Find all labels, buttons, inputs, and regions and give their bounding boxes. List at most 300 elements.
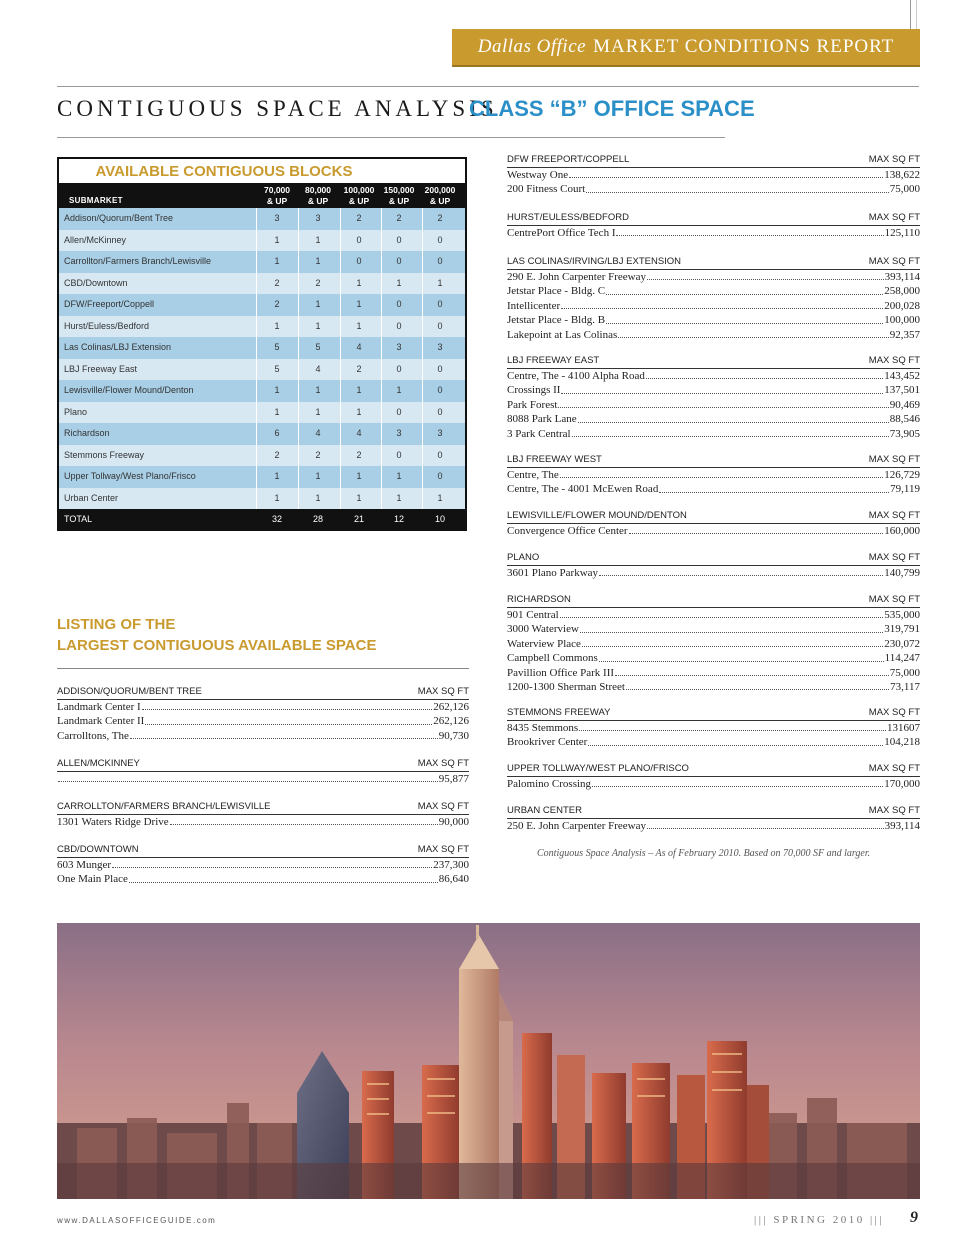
property-name: 8088 Park Lane	[507, 413, 577, 426]
cell-value: 0	[396, 363, 402, 374]
max-sqft-value: 92,357	[889, 328, 920, 341]
cell-value: 0	[437, 449, 443, 460]
max-sqft-value: 125,110	[884, 227, 920, 239]
listing-section	[57, 686, 469, 743]
list-item	[57, 729, 469, 743]
table-row	[59, 488, 465, 510]
property-name: Convergence Office Center	[507, 525, 628, 537]
max-sqft-value: 88,546	[889, 413, 920, 426]
cell-value: 1	[315, 471, 321, 481]
dot-leader	[582, 637, 883, 647]
top-divider	[57, 86, 919, 87]
property-name: Campbell Commons	[507, 652, 598, 665]
section-header	[57, 801, 469, 815]
cell-value: 4	[356, 428, 362, 438]
section-name: HURST/EULESS/BEDFORD	[507, 212, 629, 223]
listing-section	[507, 805, 920, 833]
cell-value: 1	[315, 492, 321, 503]
dot-leader	[170, 815, 438, 825]
property-name: 3000 Waterview	[507, 623, 579, 636]
submarket-name: Upper Tollway/West Plano/Frisco	[64, 471, 196, 481]
max-sqft-label: MAX SQ FT	[868, 763, 920, 774]
section-header	[507, 212, 920, 226]
max-sqft-label: MAX SQ FT	[417, 758, 469, 769]
listing-section	[507, 763, 920, 791]
list-item	[507, 651, 920, 665]
cell-value: 1	[274, 406, 280, 417]
property-name: 3 Park Central	[507, 427, 571, 440]
page-number: 9	[910, 1209, 918, 1226]
cell-value: 0	[396, 256, 402, 266]
dot-leader	[579, 721, 886, 731]
cell-value: 3	[396, 428, 402, 438]
max-sqft-value: 126,729	[884, 469, 920, 481]
max-sqft-label: MAX SQ FT	[868, 454, 920, 465]
column-header-top: 200,000	[424, 185, 456, 195]
cell-value: 5	[315, 342, 321, 352]
dot-leader	[58, 772, 438, 782]
property-name: Landmark Center I	[57, 701, 141, 713]
footer-url[interactable]: www.DALLASOFFICEGUIDE.com	[57, 1216, 217, 1225]
cell-value: 1	[396, 277, 402, 288]
table-row	[59, 337, 465, 359]
property-name: 901 Central	[507, 609, 559, 621]
list-item	[507, 566, 920, 580]
cell-value: 1	[274, 385, 280, 395]
section-header	[507, 594, 920, 608]
cell-value: 1	[315, 256, 321, 266]
submarket-name: TOTAL	[64, 514, 93, 524]
property-name: Brookriver Center	[507, 736, 588, 749]
list-item	[507, 168, 920, 182]
submarket-name: Hurst/Euless/Bedford	[64, 320, 150, 331]
banner-caps: MARKET CONDITIONS REPORT	[593, 36, 895, 57]
column-header-top: 100,000	[343, 185, 375, 195]
cell-value: 0	[396, 449, 402, 460]
cell-value: 4	[356, 342, 362, 352]
dot-leader	[142, 700, 433, 710]
max-sqft-value: 114,247	[884, 652, 920, 665]
list-item	[507, 328, 920, 342]
cell-value: 2	[274, 449, 280, 460]
property-name: CentrePort Office Tech I	[507, 227, 616, 239]
page-subtitle: CLASS “B” OFFICE SPACE	[469, 96, 755, 121]
blocks-table-title: AVAILABLE CONTIGUOUS BLOCKS	[95, 163, 353, 180]
dot-leader	[606, 284, 883, 294]
max-sqft-value: 73,905	[889, 427, 920, 440]
cell-value: 2	[274, 277, 280, 288]
dot-leader	[647, 270, 884, 280]
property-name: Jetstar Place - Bldg. B	[507, 314, 606, 327]
table-row	[59, 251, 465, 273]
column-header-top: 80,000	[305, 185, 331, 195]
dallas-skyline-photo	[57, 923, 920, 1199]
list-item	[507, 369, 920, 383]
max-sqft-value: 393,114	[884, 271, 920, 283]
property-name: Palomino Crossing	[507, 778, 592, 790]
list-item	[507, 313, 920, 327]
listing-section	[507, 454, 920, 497]
max-sqft-value: 79,119	[890, 483, 920, 496]
list-item	[507, 182, 920, 196]
cell-value: 1	[396, 492, 402, 503]
table-row	[59, 294, 465, 316]
list-item	[57, 815, 469, 829]
column-header-bottom: & UP	[307, 196, 329, 206]
max-sqft-value: 160,000	[884, 525, 920, 537]
cell-value: 1	[315, 406, 321, 417]
list-item	[507, 270, 920, 284]
dot-leader	[569, 168, 883, 178]
banner-italic: Dallas Office	[477, 36, 587, 57]
listing-section	[507, 355, 920, 441]
max-sqft-label: MAX SQ FT	[868, 707, 920, 718]
max-sqft-value: 140,799	[884, 567, 920, 579]
listing-section	[507, 552, 920, 580]
listing-divider	[57, 668, 469, 669]
submarket-name: Richardson	[64, 428, 110, 438]
max-sqft-value: 95,877	[438, 773, 469, 785]
column-header-bottom: & UP	[429, 196, 451, 206]
cell-value: 5	[274, 342, 280, 352]
list-item	[507, 622, 920, 636]
max-sqft-label: MAX SQ FT	[868, 594, 920, 605]
listing-section	[507, 212, 920, 240]
listing-section	[507, 154, 920, 197]
dot-leader	[560, 608, 884, 618]
cell-value: 2	[356, 449, 362, 460]
cell-value: 1	[315, 299, 321, 309]
submarket-name: Stemmons Freeway	[64, 449, 145, 460]
list-item	[507, 819, 920, 833]
section-header	[507, 552, 920, 566]
cell-value: 0	[437, 299, 443, 309]
max-sqft-label: MAX SQ FT	[417, 686, 469, 697]
cell-value: 1	[356, 320, 362, 331]
section-header	[507, 355, 920, 369]
dot-leader	[629, 524, 884, 534]
submarket-name: CBD/Downtown	[64, 277, 128, 288]
listing-section	[57, 844, 469, 887]
cell-value: 0	[396, 234, 402, 245]
max-sqft-value: 137,501	[884, 384, 920, 397]
section-name: PLANO	[507, 552, 540, 563]
table-row	[59, 402, 465, 424]
list-item	[507, 468, 920, 482]
section-header	[507, 154, 920, 168]
header-rule-light	[916, 0, 917, 30]
listing-section	[507, 256, 920, 342]
dot-leader	[646, 369, 883, 379]
cell-value: 0	[437, 234, 443, 245]
list-item	[507, 398, 920, 412]
cell-value: 0	[437, 363, 443, 374]
cell-value: 1	[356, 492, 362, 503]
column-header-bottom: & UP	[348, 196, 370, 206]
property-name: 290 E. John Carpenter Freeway	[507, 271, 646, 283]
table-row	[59, 380, 465, 402]
section-name: UPPER TOLLWAY/WEST PLANO/FRISCO	[507, 763, 689, 774]
list-item	[507, 383, 920, 397]
contiguous-blocks-table	[57, 157, 467, 531]
column-header	[298, 185, 338, 207]
table-row	[59, 359, 465, 381]
cell-value: 3	[315, 213, 321, 223]
listing-section	[507, 510, 920, 538]
property-name: Waterview Place	[507, 637, 581, 650]
cell-value: 1	[274, 234, 280, 245]
cell-value: 21	[353, 514, 364, 524]
section-name: LBJ FREEWAY WEST	[507, 454, 602, 465]
property-name: 1200-1300 Sherman Street	[507, 680, 625, 693]
section-name: ALLEN/MCKINNEY	[57, 758, 140, 769]
submarket-name: Lewisville/Flower Mound/Denton	[64, 385, 194, 395]
property-name: Park Forest	[507, 398, 558, 411]
property-name: Westway One	[507, 169, 569, 181]
cell-value: 2	[274, 299, 280, 309]
table-row	[59, 230, 465, 252]
max-sqft-value: 237,300	[433, 859, 469, 871]
property-name: Jetstar Place - Bldg. C	[507, 285, 606, 298]
submarket-name: LBJ Freeway East	[64, 363, 138, 374]
max-sqft-value: 200,028	[884, 299, 920, 312]
list-item	[507, 482, 920, 496]
dot-leader	[130, 729, 438, 739]
footer-issue: ||| SPRING 2010 |||	[754, 1214, 885, 1226]
column-header	[339, 185, 379, 207]
list-item	[507, 299, 920, 313]
dot-leader	[588, 735, 883, 745]
dot-leader	[659, 482, 889, 492]
cell-value: 2	[356, 213, 362, 223]
cell-value: 4	[315, 428, 321, 438]
cell-value: 28	[312, 514, 323, 524]
column-header-bottom: & UP	[388, 196, 410, 206]
listing-heading-line2: LARGEST CONTIGUOUS AVAILABLE SPACE	[57, 637, 377, 654]
cell-value: 3	[437, 428, 443, 438]
max-sqft-value: 143,452	[884, 370, 920, 382]
list-item	[507, 637, 920, 651]
section-name: LBJ FREEWAY EAST	[507, 355, 600, 366]
submarket-name: DFW/Freeport/Coppell	[64, 299, 155, 309]
dot-leader	[572, 427, 889, 437]
cell-value: 2	[315, 277, 321, 288]
footnote: Contiguous Space Analysis – As of February 2010. Based on 70,000 SF and larger.	[537, 848, 871, 859]
property-name: 1301 Waters Ridge Drive	[57, 816, 169, 828]
list-item	[507, 721, 920, 735]
cell-value: 1	[315, 320, 321, 331]
cell-value: 0	[396, 406, 402, 417]
cell-value: 3	[437, 342, 443, 352]
dot-leader	[606, 313, 883, 323]
section-name: LAS COLINAS/IRVING/LBJ EXTENSION	[507, 256, 682, 267]
cell-value: 2	[356, 363, 362, 374]
submarket-name: Urban Center	[64, 492, 119, 503]
list-item	[507, 412, 920, 426]
section-name: LEWISVILLE/FLOWER MOUND/DENTON	[507, 510, 687, 521]
property-name: Centre, The - 4100 Alpha Road	[507, 370, 645, 382]
table-row	[59, 445, 465, 467]
cell-value: 3	[396, 342, 402, 352]
dot-leader	[618, 328, 888, 338]
cell-value: 1	[315, 234, 321, 245]
list-item	[57, 700, 469, 714]
max-sqft-value: 131607	[887, 722, 920, 734]
max-sqft-label: MAX SQ FT	[868, 355, 920, 366]
list-item	[507, 427, 920, 441]
dot-leader	[616, 226, 883, 236]
title-divider	[57, 137, 725, 138]
list-item	[507, 608, 920, 622]
dot-leader	[599, 651, 884, 661]
cell-value: 0	[437, 320, 443, 331]
property-name: Carrolltons, The	[57, 729, 129, 742]
section-header	[507, 454, 920, 468]
max-sqft-value: 319,791	[884, 623, 920, 636]
cell-value: 0	[437, 406, 443, 417]
max-sqft-value: 86,640	[438, 873, 469, 886]
listing-section	[507, 594, 920, 694]
dot-leader	[626, 680, 889, 690]
listing-heading	[57, 614, 376, 656]
cell-value: 10	[434, 514, 445, 524]
property-name: 200 Fitness Court	[507, 183, 586, 196]
cell-value: 1	[274, 256, 280, 266]
section-name: CARROLLTON/FARMERS BRANCH/LEWISVILLE	[57, 801, 271, 812]
list-item	[507, 284, 920, 298]
report-banner	[452, 29, 920, 67]
property-name: Landmark Center II	[57, 715, 145, 728]
cell-value: 0	[356, 256, 362, 266]
dot-leader	[112, 858, 432, 868]
dot-leader	[561, 383, 883, 393]
cell-value: 1	[396, 471, 402, 481]
property-name: 3601 Plano Parkway	[507, 567, 599, 579]
cell-value: 4	[315, 363, 321, 374]
list-item	[507, 680, 920, 694]
column-header	[420, 185, 460, 207]
dot-leader	[599, 566, 883, 576]
cell-value: 2	[396, 213, 402, 223]
cell-value: 2	[437, 213, 443, 223]
cell-value: 1	[356, 471, 362, 481]
property-name: Lakepoint at Las Colinas	[507, 328, 618, 341]
page-title: CONTIGUOUS SPACE ANALYSIS	[57, 96, 498, 121]
dot-leader	[558, 398, 888, 408]
section-header	[57, 758, 469, 772]
max-sqft-label: MAX SQ FT	[868, 552, 920, 563]
cell-value: 5	[274, 363, 280, 374]
max-sqft-value: 258,000	[884, 285, 920, 298]
max-sqft-value: 262,126	[433, 701, 469, 713]
max-sqft-value: 170,000	[884, 778, 920, 790]
submarket-header: SUBMARKET	[69, 196, 123, 205]
list-item	[507, 735, 920, 749]
section-header	[507, 763, 920, 777]
blocks-table-header	[59, 183, 465, 208]
max-sqft-value: 90,730	[438, 729, 469, 742]
dot-leader	[578, 412, 889, 422]
section-header	[507, 805, 920, 819]
cell-value: 0	[437, 471, 443, 481]
cell-value: 1	[437, 492, 443, 503]
cell-value: 1	[274, 320, 280, 331]
section-name: ADDISON/QUORUM/BENT TREE	[57, 686, 202, 697]
cell-value: 1	[356, 299, 362, 309]
table-row	[59, 208, 465, 230]
cell-value: 0	[437, 385, 443, 395]
section-header	[57, 686, 469, 700]
section-name: STEMMONS FREEWAY	[507, 707, 611, 718]
list-item	[57, 858, 469, 872]
max-sqft-value: 100,000	[884, 314, 920, 327]
total-row	[59, 509, 465, 531]
list-item	[507, 226, 920, 240]
cell-value: 0	[396, 299, 402, 309]
cell-value: 1	[274, 492, 280, 503]
property-name: 603 Munger	[57, 859, 112, 871]
listing-section	[57, 758, 469, 786]
cell-value: 1	[356, 406, 362, 417]
submarket-name: Las Colinas/LBJ Extension	[64, 342, 172, 352]
list-item	[507, 524, 920, 538]
dot-leader	[129, 872, 438, 882]
column-header	[257, 185, 297, 207]
max-sqft-value: 90,469	[889, 398, 920, 411]
submarket-name: Carrollton/Farmers Branch/Lewisville	[64, 256, 212, 266]
property-name: Centre, The - 4001 McEwen Road	[507, 483, 659, 496]
max-sqft-value: 393,114	[884, 820, 920, 832]
dot-leader	[592, 777, 883, 787]
listing-section	[57, 801, 469, 829]
property-name: Intellicenter	[507, 299, 561, 312]
max-sqft-value: 75,000	[889, 666, 920, 679]
cell-value: 1	[356, 277, 362, 288]
section-name: CBD/DOWNTOWN	[57, 844, 139, 855]
max-sqft-label: MAX SQ FT	[868, 154, 920, 165]
max-sqft-label: MAX SQ FT	[868, 212, 920, 223]
max-sqft-label: MAX SQ FT	[417, 801, 469, 812]
column-header-top: 70,000	[264, 185, 290, 195]
section-header	[507, 256, 920, 270]
table-row	[59, 316, 465, 338]
cell-value: 6	[274, 428, 280, 438]
dot-leader	[586, 182, 889, 192]
section-name: DFW FREEPORT/COPPELL	[507, 154, 630, 165]
submarket-name: Addison/Quorum/Bent Tree	[64, 213, 174, 223]
property-name: Crossings II	[507, 384, 561, 397]
max-sqft-value: 104,218	[884, 736, 920, 749]
section-header	[57, 844, 469, 858]
list-item	[507, 666, 920, 680]
dot-leader	[145, 714, 432, 724]
cell-value: 0	[396, 320, 402, 331]
max-sqft-value: 73,117	[890, 680, 920, 693]
dot-leader	[647, 819, 884, 829]
list-item	[507, 777, 920, 791]
column-header-top: 150,000	[383, 185, 415, 195]
dot-leader	[561, 299, 883, 309]
max-sqft-value: 75,000	[889, 183, 920, 196]
property-name: One Main Place	[57, 873, 128, 886]
property-name: 8435 Stemmons	[507, 722, 579, 734]
listing-section	[507, 707, 920, 750]
list-item	[57, 872, 469, 886]
dot-leader	[615, 666, 889, 676]
cell-value: 1	[315, 385, 321, 395]
max-sqft-value: 262,126	[433, 715, 469, 728]
listing-heading-line1: LISTING OF THE	[57, 616, 176, 633]
